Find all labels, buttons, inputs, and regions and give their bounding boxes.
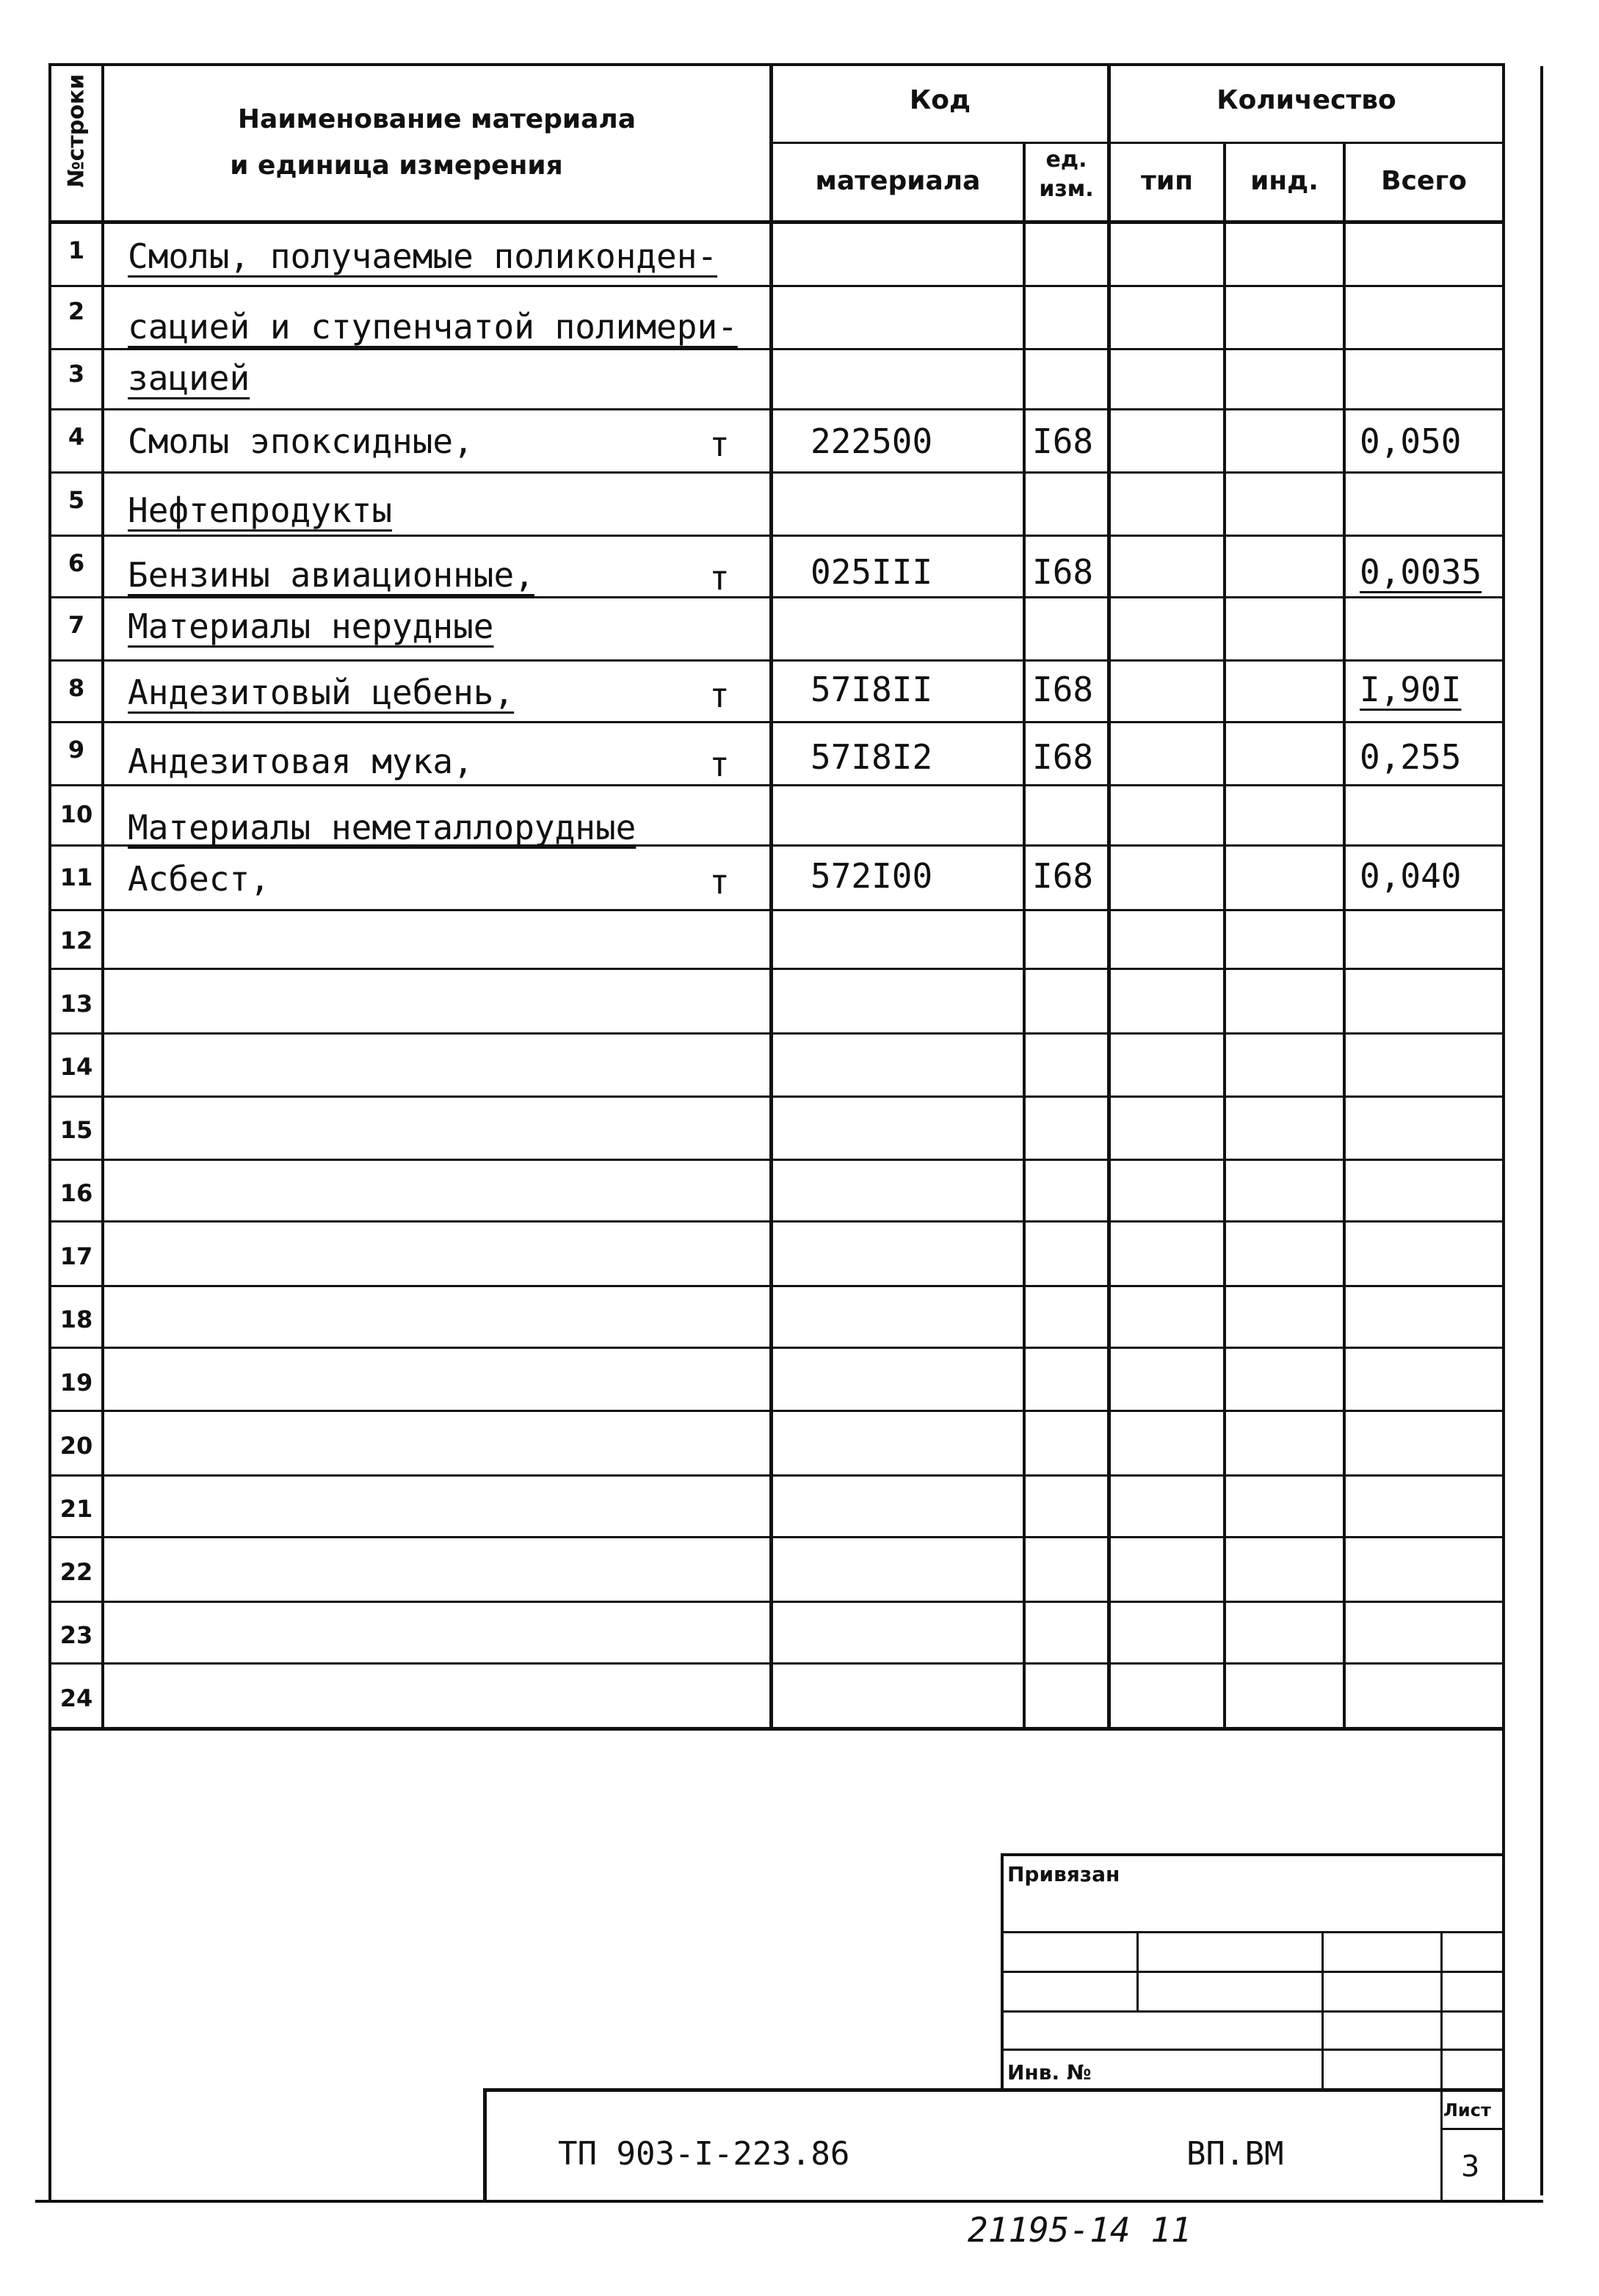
sheet-label: Лист xyxy=(1443,2100,1491,2121)
header-code-material: материала xyxy=(815,166,981,196)
tb-main-left xyxy=(483,2088,487,2203)
row-number: 17 xyxy=(59,1242,93,1270)
quantity-total: 0,040 xyxy=(1360,856,1462,896)
unit-code: I68 xyxy=(1032,421,1094,461)
row-number: 12 xyxy=(59,927,93,955)
sheet-number: 3 xyxy=(1461,2150,1480,2184)
material-unit: т xyxy=(709,862,730,902)
row-number: 1 xyxy=(68,236,85,264)
material-unit: т xyxy=(709,676,730,715)
header-code: Код xyxy=(909,85,971,115)
doc-mark: ВП.ВМ xyxy=(1186,2135,1284,2173)
material-name: Материалы нерудные xyxy=(128,606,494,646)
row-separator xyxy=(50,1159,1504,1161)
header-qty-total: Всего xyxy=(1381,166,1467,196)
inv-label: Инв. № xyxy=(1007,2060,1092,2085)
row-number: 22 xyxy=(59,1558,93,1586)
row-number: 19 xyxy=(59,1369,93,1397)
header-row-no: №строки xyxy=(63,73,90,188)
material-name: зацией xyxy=(128,358,250,398)
material-code: 572I00 xyxy=(811,856,933,896)
table-top-border xyxy=(50,63,1504,66)
material-name: Андезитовая мука, xyxy=(128,742,474,781)
footer-note: 21195-14 11 xyxy=(968,2210,1192,2250)
material-unit: т xyxy=(709,558,730,598)
material-name: Асбест, xyxy=(128,859,270,899)
row-number: 9 xyxy=(68,736,85,764)
tb-vline-1 xyxy=(1136,1931,1139,2010)
material-name: Смолы эпоксидные, xyxy=(128,421,474,461)
header-quantity: Количество xyxy=(1217,85,1396,115)
col-line-qty xyxy=(1107,63,1111,1728)
header-bottom-line xyxy=(50,220,1504,224)
material-name: Нефтепродукты xyxy=(128,490,393,530)
material-name: Андезитовый цебень, xyxy=(128,673,515,712)
row-number: 2 xyxy=(68,297,85,325)
tb-linked-top xyxy=(1002,1853,1504,1856)
row-number: 5 xyxy=(68,486,85,514)
row-number: 23 xyxy=(59,1621,93,1649)
row-separator xyxy=(50,1285,1504,1287)
row-number: 15 xyxy=(59,1116,93,1144)
row-number: 13 xyxy=(59,990,93,1018)
row-separator xyxy=(50,909,1504,911)
header-code-unit-1: ед. xyxy=(1045,147,1087,173)
quantity-total: 0,0035 xyxy=(1360,552,1482,592)
row-separator xyxy=(50,1474,1504,1477)
row-separator xyxy=(50,784,1504,786)
material-unit: т xyxy=(709,745,730,784)
tb-row-line-3 xyxy=(1002,2010,1504,2013)
row-separator xyxy=(50,348,1504,350)
material-unit: т xyxy=(709,424,730,464)
row-separator xyxy=(50,1662,1504,1665)
row-number: 18 xyxy=(59,1305,93,1333)
doc-code: ТП 903-I-223.86 xyxy=(558,2135,850,2173)
header-name-line1: Наименование материала xyxy=(237,104,637,134)
right-border xyxy=(1502,63,1505,2201)
tb-row-line-2 xyxy=(1002,1971,1504,1973)
row-number: 16 xyxy=(59,1179,93,1207)
unit-code: I68 xyxy=(1032,670,1094,709)
tb-vline-3 xyxy=(1440,1931,1443,2203)
table-bottom-line xyxy=(50,1727,1504,1731)
quantity-total: 0,255 xyxy=(1360,737,1462,777)
row-separator xyxy=(50,721,1504,723)
row-separator xyxy=(50,1220,1504,1223)
row-number: 7 xyxy=(68,611,85,639)
row-number: 3 xyxy=(68,360,85,388)
header-subrow-line xyxy=(771,142,1504,144)
material-code: 57I8I2 xyxy=(811,737,933,777)
row-number: 20 xyxy=(59,1432,93,1460)
col-line-qty-ind xyxy=(1223,142,1226,1728)
material-code: 57I8II xyxy=(811,670,933,709)
header-qty-ind: инд. xyxy=(1250,166,1319,196)
col-line-code-unit xyxy=(1023,142,1026,1728)
frame-bottom-line xyxy=(35,2200,1543,2203)
quantity-total: 0,050 xyxy=(1360,421,1462,461)
row-separator xyxy=(50,1536,1504,1538)
tb-sheet-divider xyxy=(1440,2128,1504,2130)
row-separator xyxy=(50,1347,1504,1349)
outer-frame-right xyxy=(1540,66,1543,2195)
material-name: Бензины авиационные, xyxy=(128,555,534,595)
row-number: 8 xyxy=(68,674,85,702)
row-separator xyxy=(50,1410,1504,1412)
row-separator xyxy=(50,968,1504,970)
tb-main-top xyxy=(485,2088,1504,2092)
row-separator xyxy=(50,1032,1504,1035)
row-number: 6 xyxy=(68,549,85,577)
row-number: 4 xyxy=(68,423,85,451)
tb-row-line-1 xyxy=(1002,1931,1504,1933)
quantity-total: I,90I xyxy=(1360,670,1462,709)
material-code: 025III xyxy=(811,552,933,592)
header-code-unit-2: изм. xyxy=(1039,176,1094,202)
header-name-line2: и единица измерения xyxy=(230,151,563,181)
unit-code: I68 xyxy=(1032,856,1094,896)
row-separator xyxy=(50,285,1504,287)
linked-label: Привязан xyxy=(1007,1862,1120,1886)
unit-code: I68 xyxy=(1032,737,1094,777)
row-separator xyxy=(50,596,1504,598)
material-name: Смолы, получаемые поликонден- xyxy=(128,236,718,276)
material-name: Материалы неметаллорудные xyxy=(128,808,637,847)
material-name: сацией и ступенчатой полимери- xyxy=(128,307,738,347)
row-number: 14 xyxy=(59,1053,93,1081)
tb-vline-2 xyxy=(1321,1931,1324,2090)
row-separator xyxy=(50,1096,1504,1098)
row-number: 24 xyxy=(59,1684,93,1712)
row-number: 10 xyxy=(59,800,93,828)
row-separator xyxy=(50,1601,1504,1603)
row-separator xyxy=(50,471,1504,474)
unit-code: I68 xyxy=(1032,552,1094,592)
col-line-name xyxy=(769,63,773,1728)
row-separator xyxy=(50,408,1504,410)
row-number: 11 xyxy=(59,863,93,891)
row-number: 21 xyxy=(59,1495,93,1523)
material-code: 222500 xyxy=(811,421,933,461)
col-line-qty-total xyxy=(1343,142,1346,1728)
header-qty-type: тип xyxy=(1141,166,1193,196)
tb-row-line-4 xyxy=(1002,2049,1504,2051)
row-separator xyxy=(50,659,1504,662)
row-separator xyxy=(50,535,1504,537)
